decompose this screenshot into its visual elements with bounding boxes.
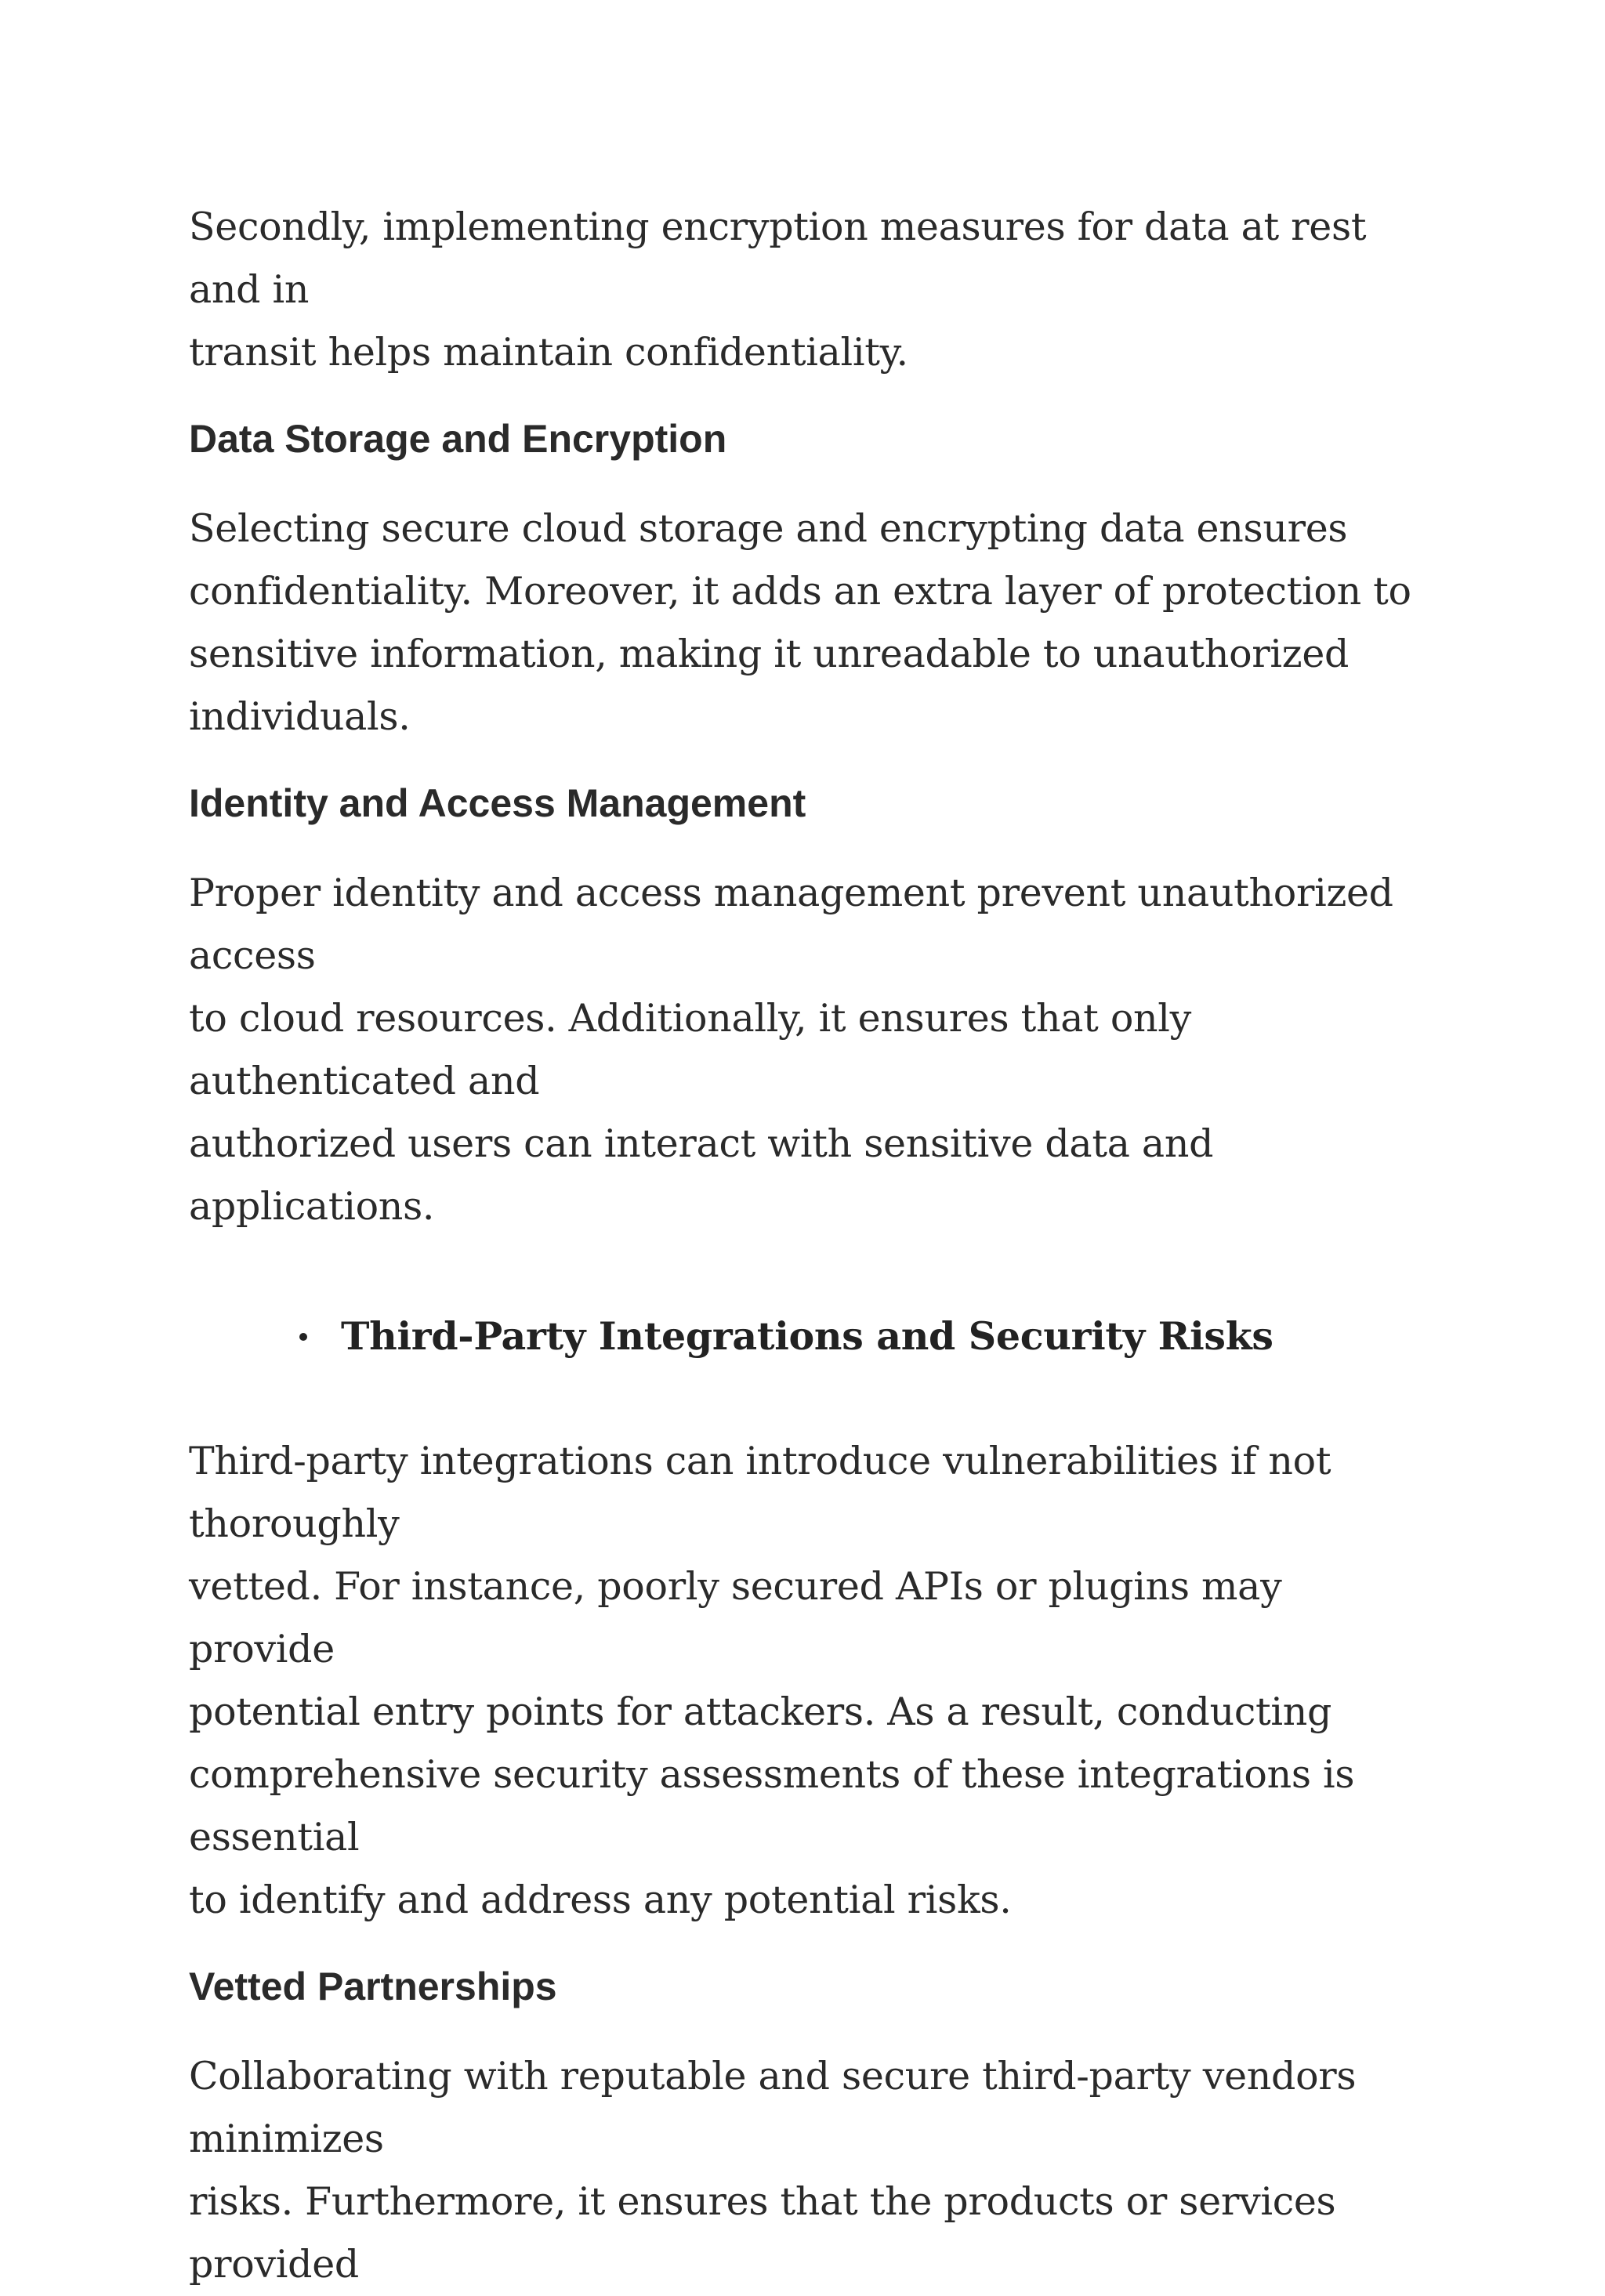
text-line: to identify and address any potential risks. [189, 1878, 1012, 1922]
text-line: transit helps maintain confidentiality. [189, 330, 908, 375]
text-line: comprehensive security assessments of these integrations is essential [189, 1752, 1355, 1860]
text-line: Selecting secure cloud storage and encrypting data ensures [189, 506, 1348, 551]
subheading-data-storage: Data Storage and Encryption [189, 417, 727, 461]
text-line: Proper identity and access management prevent unauthorized access [189, 871, 1393, 978]
paragraph-data-storage [189, 498, 1427, 748]
text-line: risks. Furthermore, it ensures that the products or services provided [189, 2179, 1336, 2287]
paragraph-identity-access [189, 862, 1427, 1238]
text-line: Secondly, implementing encryption measures for data at rest and in [189, 205, 1367, 312]
text-line: to cloud resources. Additionally, it ensures that only authenticated and [189, 996, 1192, 1103]
paragraph-third-party [189, 1430, 1427, 1932]
text-line: individuals. [189, 694, 411, 739]
text-line: authorized users can interact with sensitive data and applications. [189, 1121, 1214, 1229]
subheading-vetted-partnerships: Vetted Partnerships [189, 1965, 557, 2008]
text-line: Collaborating with reputable and secure third-party vendors minimizes [189, 2054, 1357, 2161]
bullet-item-third-party [189, 1309, 1427, 1363]
text-line: potential entry points for attackers. As a result, conducting [189, 1689, 1332, 1734]
paragraph-encryption-intro [189, 196, 1427, 384]
text-line: confidentiality. Moreover, it adds an extra layer of protection to [189, 569, 1411, 614]
subheading-identity-access: Identity and Access Management [189, 781, 806, 825]
text-line: Third-party integrations can introduce vulnerabilities if not thoroughly [189, 1439, 1331, 1546]
bullet-list [189, 1309, 1427, 1363]
bullet-item-label: Third-Party Integrations and Security Risks [341, 1313, 1273, 1359]
text-line: sensitive information, making it unreadable to unauthorized [189, 632, 1350, 676]
paragraph-vetted-partnerships [189, 2045, 1427, 2296]
text-line: vetted. For instance, poorly secured APIs or plugins may provide [189, 1564, 1282, 1671]
bullet-dot-icon [299, 1333, 307, 1341]
document-content [189, 196, 1427, 2296]
